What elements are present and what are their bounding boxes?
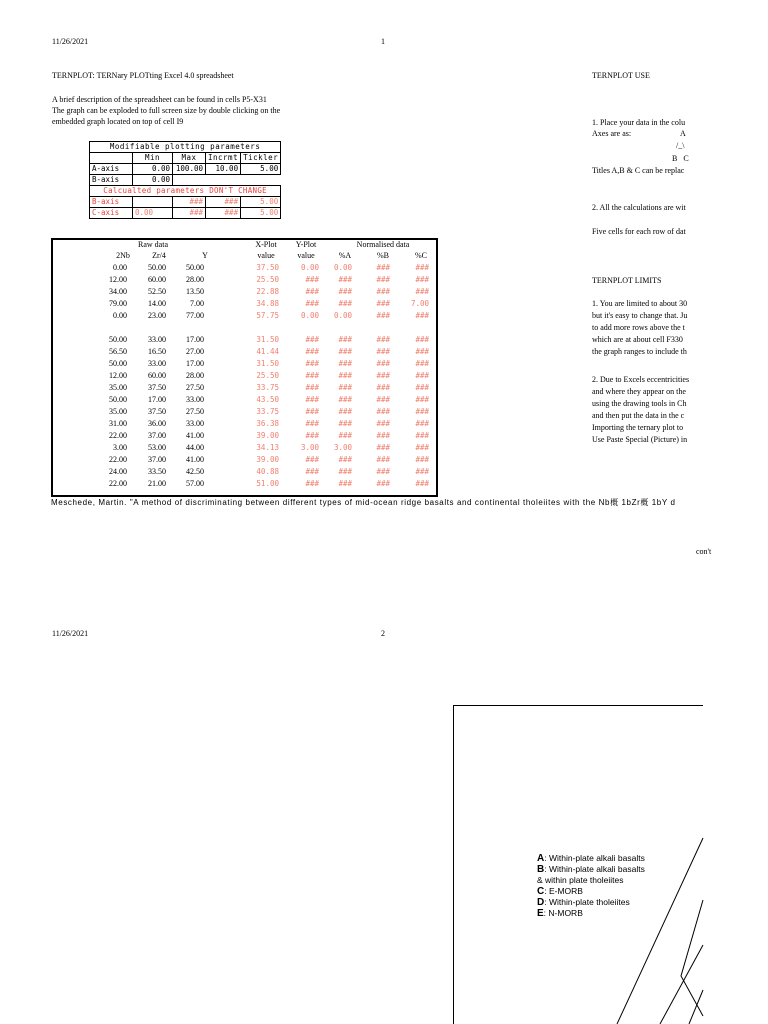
params-title: Modifiable plotting parameters — [90, 142, 281, 153]
limits-line-6: 2. Due to Excels eccentricities — [592, 375, 690, 384]
page2-date: 11/26/2021 — [52, 629, 89, 638]
cell-2nb[interactable]: 0.00 — [113, 263, 127, 272]
a-axis-max[interactable]: 100.00 — [173, 164, 206, 175]
cell-y[interactable]: 7.00 — [190, 299, 204, 308]
b-axis-calc-incrmt: ### — [206, 197, 241, 208]
cell-pct-a: ### — [338, 455, 352, 464]
cell-yvalue: ### — [305, 455, 319, 464]
cell-yvalue: ### — [305, 371, 319, 380]
cell-yvalue: ### — [305, 467, 319, 476]
params-header-min: Min — [133, 153, 173, 164]
cell-y[interactable]: 57.00 — [186, 479, 204, 488]
c-axis-calc-label: C-axis — [90, 208, 133, 219]
b-axis-min[interactable]: 0.00 — [133, 175, 173, 186]
cell-pct-a: ### — [338, 275, 352, 284]
cell-2nb[interactable]: 56.50 — [109, 347, 127, 356]
limits-line-4: which are at about cell F330 — [592, 335, 683, 344]
cell-y[interactable]: 17.00 — [186, 335, 204, 344]
params-header-max: Max — [173, 153, 206, 164]
cell-2nb[interactable]: 12.00 — [109, 371, 127, 380]
cell-zr4[interactable]: 17.00 — [148, 395, 166, 404]
use-line-calculations: 2. All the calculations are wit — [592, 203, 686, 212]
cell-2nb[interactable]: 50.00 — [109, 335, 127, 344]
cell-pct-a: ### — [338, 383, 352, 392]
cell-y[interactable]: 27.50 — [186, 383, 204, 392]
cell-pct-b: ### — [376, 395, 390, 404]
a-axis-tickler[interactable]: 5.00 — [241, 164, 281, 175]
cell-y[interactable]: 33.00 — [186, 419, 204, 428]
cell-y[interactable]: 28.00 — [186, 371, 204, 380]
cell-pct-a: ### — [338, 419, 352, 428]
cell-2nb[interactable]: 24.00 — [109, 467, 127, 476]
cell-yvalue: 0.00 — [300, 263, 319, 272]
cell-pct-a: 3.00 — [333, 443, 352, 452]
cell-y[interactable]: 44.00 — [186, 443, 204, 452]
cell-zr4[interactable]: 21.00 — [148, 479, 166, 488]
cell-yvalue: ### — [305, 299, 319, 308]
cell-yvalue: ### — [305, 359, 319, 368]
cell-y[interactable]: 13.50 — [186, 287, 204, 296]
cell-pct-c: ### — [415, 443, 429, 452]
cell-y[interactable]: 27.50 — [186, 407, 204, 416]
cell-zr4[interactable]: 14.00 — [148, 299, 166, 308]
cell-pct-b: ### — [376, 383, 390, 392]
a-axis-label: A-axis — [90, 164, 133, 175]
cell-2nb[interactable]: 35.00 — [109, 383, 127, 392]
cell-yvalue: ### — [305, 347, 319, 356]
cell-pct-c: ### — [415, 395, 429, 404]
yplot-header: Y-Plot — [295, 240, 317, 249]
cell-yvalue: ### — [305, 431, 319, 440]
b-axis-calc-max: ### — [173, 197, 206, 208]
cell-yvalue: 3.00 — [300, 443, 319, 452]
cell-pct-b: ### — [376, 431, 390, 440]
cell-zr4[interactable]: 16.50 — [148, 347, 166, 356]
col-header-xvalue: value — [257, 251, 275, 260]
cell-pct-a: ### — [338, 335, 352, 344]
cell-pct-a: ### — [338, 479, 352, 488]
xplot-header: X-Plot — [255, 240, 277, 249]
col-header-pct-a: %A — [338, 251, 352, 260]
cell-xvalue: 51.00 — [256, 479, 279, 488]
cell-zr4[interactable]: 37.50 — [148, 407, 166, 416]
cell-pct-a: ### — [338, 287, 352, 296]
legend-item-b-cont: & within plate tholeiites — [537, 875, 624, 885]
cell-zr4[interactable]: 60.00 — [148, 371, 166, 380]
use-line-1: 1. Place your data in the colu — [592, 118, 686, 127]
legend-item-c: C: E-MORB — [537, 886, 583, 897]
cell-yvalue: ### — [305, 383, 319, 392]
axis-diagram-a: A — [680, 129, 686, 138]
cell-pct-c: ### — [415, 311, 429, 320]
cell-yvalue: ### — [305, 335, 319, 344]
cell-pct-b: ### — [376, 359, 390, 368]
cell-y[interactable]: 27.00 — [186, 347, 204, 356]
limits-title: TERNPLOT LIMITS — [592, 276, 662, 285]
cell-pct-c: ### — [415, 431, 429, 440]
description-line-3: embedded graph located on top of cell I9 — [52, 117, 184, 126]
cell-pct-b: ### — [376, 335, 390, 344]
cell-pct-c: ### — [415, 467, 429, 476]
limits-line-2: but it's easy to change that. Ju — [592, 311, 688, 320]
cell-2nb[interactable]: 50.00 — [109, 359, 127, 368]
a-axis-min[interactable]: 0.00 — [133, 164, 173, 175]
cell-2nb[interactable]: 22.00 — [109, 431, 127, 440]
cell-pct-c: ### — [415, 359, 429, 368]
cell-xvalue: 22.88 — [256, 287, 279, 296]
cell-xvalue: 43.50 — [256, 395, 279, 404]
calc-params-title: Calcualted parameters DON'T CHANGE — [90, 186, 281, 197]
cell-yvalue: ### — [305, 287, 319, 296]
cell-pct-c: ### — [415, 371, 429, 380]
cell-pct-c: ### — [415, 455, 429, 464]
use-line-five-cells: Five cells for each row of dat — [592, 227, 686, 236]
cell-y[interactable]: 17.00 — [186, 359, 204, 368]
cell-2nb[interactable]: 0.00 — [113, 311, 127, 320]
field-boundary-3 — [660, 945, 703, 1024]
cell-2nb[interactable]: 50.00 — [109, 395, 127, 404]
normalised-header: Normalised data — [356, 240, 410, 249]
cell-yvalue: ### — [305, 419, 319, 428]
cell-pct-c: ### — [415, 383, 429, 392]
limits-line-5: the graph ranges to include th — [592, 347, 687, 356]
cell-yvalue: ### — [305, 395, 319, 404]
cell-xvalue: 41.44 — [256, 347, 279, 356]
cell-pct-b: ### — [376, 371, 390, 380]
col-header-y: Y — [202, 251, 208, 260]
cell-zr4[interactable]: 37.50 — [148, 383, 166, 392]
cell-xvalue: 36.38 — [256, 419, 279, 428]
cell-zr4[interactable]: 37.00 — [148, 455, 166, 464]
legend-item-d: D: Within-plate tholeiites — [537, 897, 630, 908]
cell-pct-b: ### — [376, 287, 390, 296]
cell-pct-a: ### — [338, 299, 352, 308]
c-axis-calc-tickler: 5.00 — [241, 208, 281, 219]
cell-y[interactable]: 41.00 — [186, 455, 204, 464]
cell-pct-c: ### — [415, 335, 429, 344]
cell-xvalue: 33.75 — [256, 407, 279, 416]
cell-yvalue: ### — [305, 479, 319, 488]
cell-pct-a: 0.00 — [333, 311, 352, 320]
page1-number: 1 — [381, 37, 385, 46]
cell-zr4[interactable]: 52.50 — [148, 287, 166, 296]
limits-line-11: Use Paste Special (Picture) in — [592, 435, 688, 444]
limits-line-10: Importing the ternary plot to — [592, 423, 684, 432]
page2-number: 2 — [381, 629, 385, 638]
cell-pct-c: ### — [415, 479, 429, 488]
cell-xvalue: 25.50 — [256, 371, 279, 380]
cell-pct-a: ### — [338, 467, 352, 476]
cell-pct-b: ### — [376, 263, 390, 272]
cell-pct-b: ### — [376, 455, 390, 464]
cell-y[interactable]: 50.00 — [186, 263, 204, 272]
cell-2nb[interactable]: 79.00 — [109, 299, 127, 308]
axis-diagram-bc: B C — [672, 154, 689, 163]
cell-pct-c: ### — [415, 407, 429, 416]
b-axis-calc-tickler: 5.00 — [241, 197, 281, 208]
cell-xvalue: 40.88 — [256, 467, 279, 476]
c-axis-calc-min: 0.00 — [133, 208, 173, 219]
page1-date: 11/26/2021 — [52, 37, 89, 46]
citation: Meschede, Martin. "A method of discriminating between different types of mid-ocean ridge basalts and continental tholeiites with the Nb概 1bZr概 1bY d — [51, 498, 676, 507]
cell-zr4[interactable]: 33.00 — [148, 359, 166, 368]
limits-line-8: using the drawing tools in Ch — [592, 399, 687, 408]
cell-y[interactable]: 42.50 — [186, 467, 204, 476]
c-axis-calc-incrmt: ### — [206, 208, 241, 219]
cell-pct-c: 7.00 — [410, 299, 429, 308]
cell-pct-b: ### — [376, 299, 390, 308]
cell-2nb[interactable]: 34.00 — [109, 287, 127, 296]
cell-pct-b: ### — [376, 443, 390, 452]
use-title: TERNPLOT USE — [592, 71, 650, 80]
limits-line-1: 1. You are limited to about 30 — [592, 299, 688, 308]
axis-diagram-triangle: /_\ — [676, 141, 685, 150]
cell-xvalue: 37.50 — [256, 263, 279, 272]
cell-xvalue: 34.13 — [256, 443, 279, 452]
cell-2nb[interactable]: 12.00 — [109, 275, 127, 284]
b-axis-calc-label: B-axis — [90, 197, 133, 208]
cell-xvalue: 31.50 — [256, 335, 279, 344]
cell-xvalue: 39.00 — [256, 431, 279, 440]
cell-pct-c: ### — [415, 419, 429, 428]
cell-pct-b: ### — [376, 275, 390, 284]
legend-item-a: A: Within-plate alkali basalts — [537, 853, 645, 864]
limits-line-9: and then put the data in the c — [592, 411, 685, 420]
params-header-incrmt: Incrmt — [206, 153, 241, 164]
cell-pct-c: ### — [415, 347, 429, 356]
cell-pct-a: ### — [338, 395, 352, 404]
doc-title: TERNPLOT: TERNary PLOTting Excel 4.0 spreadsheet — [52, 71, 234, 80]
cell-pct-a: ### — [338, 431, 352, 440]
continued-note: con't — [696, 547, 712, 556]
params-header-tickler: Tickler — [241, 153, 281, 164]
cell-pct-a: ### — [338, 347, 352, 356]
raw-data-header: Raw data — [138, 240, 168, 249]
cell-zr4[interactable]: 60.00 — [148, 275, 166, 284]
cell-zr4[interactable]: 36.00 — [148, 419, 166, 428]
cell-pct-b: ### — [376, 407, 390, 416]
cell-zr4[interactable]: 50.00 — [148, 263, 166, 272]
col-header-2nb: 2Nb — [116, 251, 130, 260]
limits-line-7: and where they appear on the — [592, 387, 686, 396]
col-header-yvalue: value — [297, 251, 315, 260]
cell-pct-b: ### — [376, 467, 390, 476]
cell-pct-b: ### — [376, 311, 390, 320]
b-axis-label: B-axis — [90, 175, 133, 186]
cell-xvalue: 57.75 — [256, 311, 279, 320]
cell-pct-c: ### — [415, 287, 429, 296]
cell-zr4[interactable]: 33.50 — [148, 467, 166, 476]
legend-item-b: B: Within-plate alkali basalts — [537, 864, 645, 875]
c-axis-calc-max: ### — [173, 208, 206, 219]
cell-pct-b: ### — [376, 347, 390, 356]
cell-yvalue: ### — [305, 407, 319, 416]
cell-xvalue: 33.75 — [256, 383, 279, 392]
use-line-2: Axes are as: — [592, 129, 632, 138]
cell-zr4[interactable]: 37.00 — [148, 431, 166, 440]
plot-legend — [537, 853, 645, 919]
col-header-zr4: Zr/4 — [152, 251, 166, 260]
description-line-1: A brief description of the spreadsheet can be found in cells P5-X31 — [52, 95, 267, 104]
cell-xvalue: 31.50 — [256, 359, 279, 368]
limits-line-3: to add more rows above the t — [592, 323, 685, 332]
cell-y[interactable]: 28.00 — [186, 275, 204, 284]
cell-2nb[interactable]: 35.00 — [109, 407, 127, 416]
cell-zr4[interactable]: 23.00 — [148, 311, 166, 320]
col-header-pct-b: %B — [377, 251, 389, 260]
cell-y[interactable]: 77.00 — [186, 311, 204, 320]
cell-pct-c: ### — [415, 263, 429, 272]
cell-pct-c: ### — [415, 275, 429, 284]
cell-xvalue: 34.88 — [256, 299, 279, 308]
cell-xvalue: 39.00 — [256, 455, 279, 464]
use-line-titles: Titles A,B & C can be replac — [592, 166, 685, 175]
cell-yvalue: ### — [305, 275, 319, 284]
cell-pct-b: ### — [376, 419, 390, 428]
cell-pct-a: ### — [338, 371, 352, 380]
cell-xvalue: 25.50 — [256, 275, 279, 284]
cell-y[interactable]: 41.00 — [186, 431, 204, 440]
cell-pct-a: ### — [338, 407, 352, 416]
cell-2nb[interactable]: 31.00 — [109, 419, 127, 428]
col-header-pct-c: %C — [415, 251, 427, 260]
cell-2nb[interactable]: 22.00 — [109, 479, 127, 488]
cell-2nb[interactable]: 3.00 — [113, 443, 127, 452]
description-line-2: The graph can be exploded to full screen size by double clicking on the — [52, 106, 281, 115]
cell-2nb[interactable]: 22.00 — [109, 455, 127, 464]
cell-yvalue: 0.00 — [300, 311, 319, 320]
cell-pct-a: 0.00 — [333, 263, 352, 272]
cell-pct-b: ### — [376, 479, 390, 488]
legend-item-e: E: N-MORB — [537, 908, 583, 919]
cell-zr4[interactable]: 33.00 — [148, 335, 166, 344]
cell-y[interactable]: 33.00 — [186, 395, 204, 404]
a-axis-incrmt[interactable]: 10.00 — [206, 164, 241, 175]
cell-pct-a: ### — [338, 359, 352, 368]
cell-zr4[interactable]: 53.00 — [148, 443, 166, 452]
